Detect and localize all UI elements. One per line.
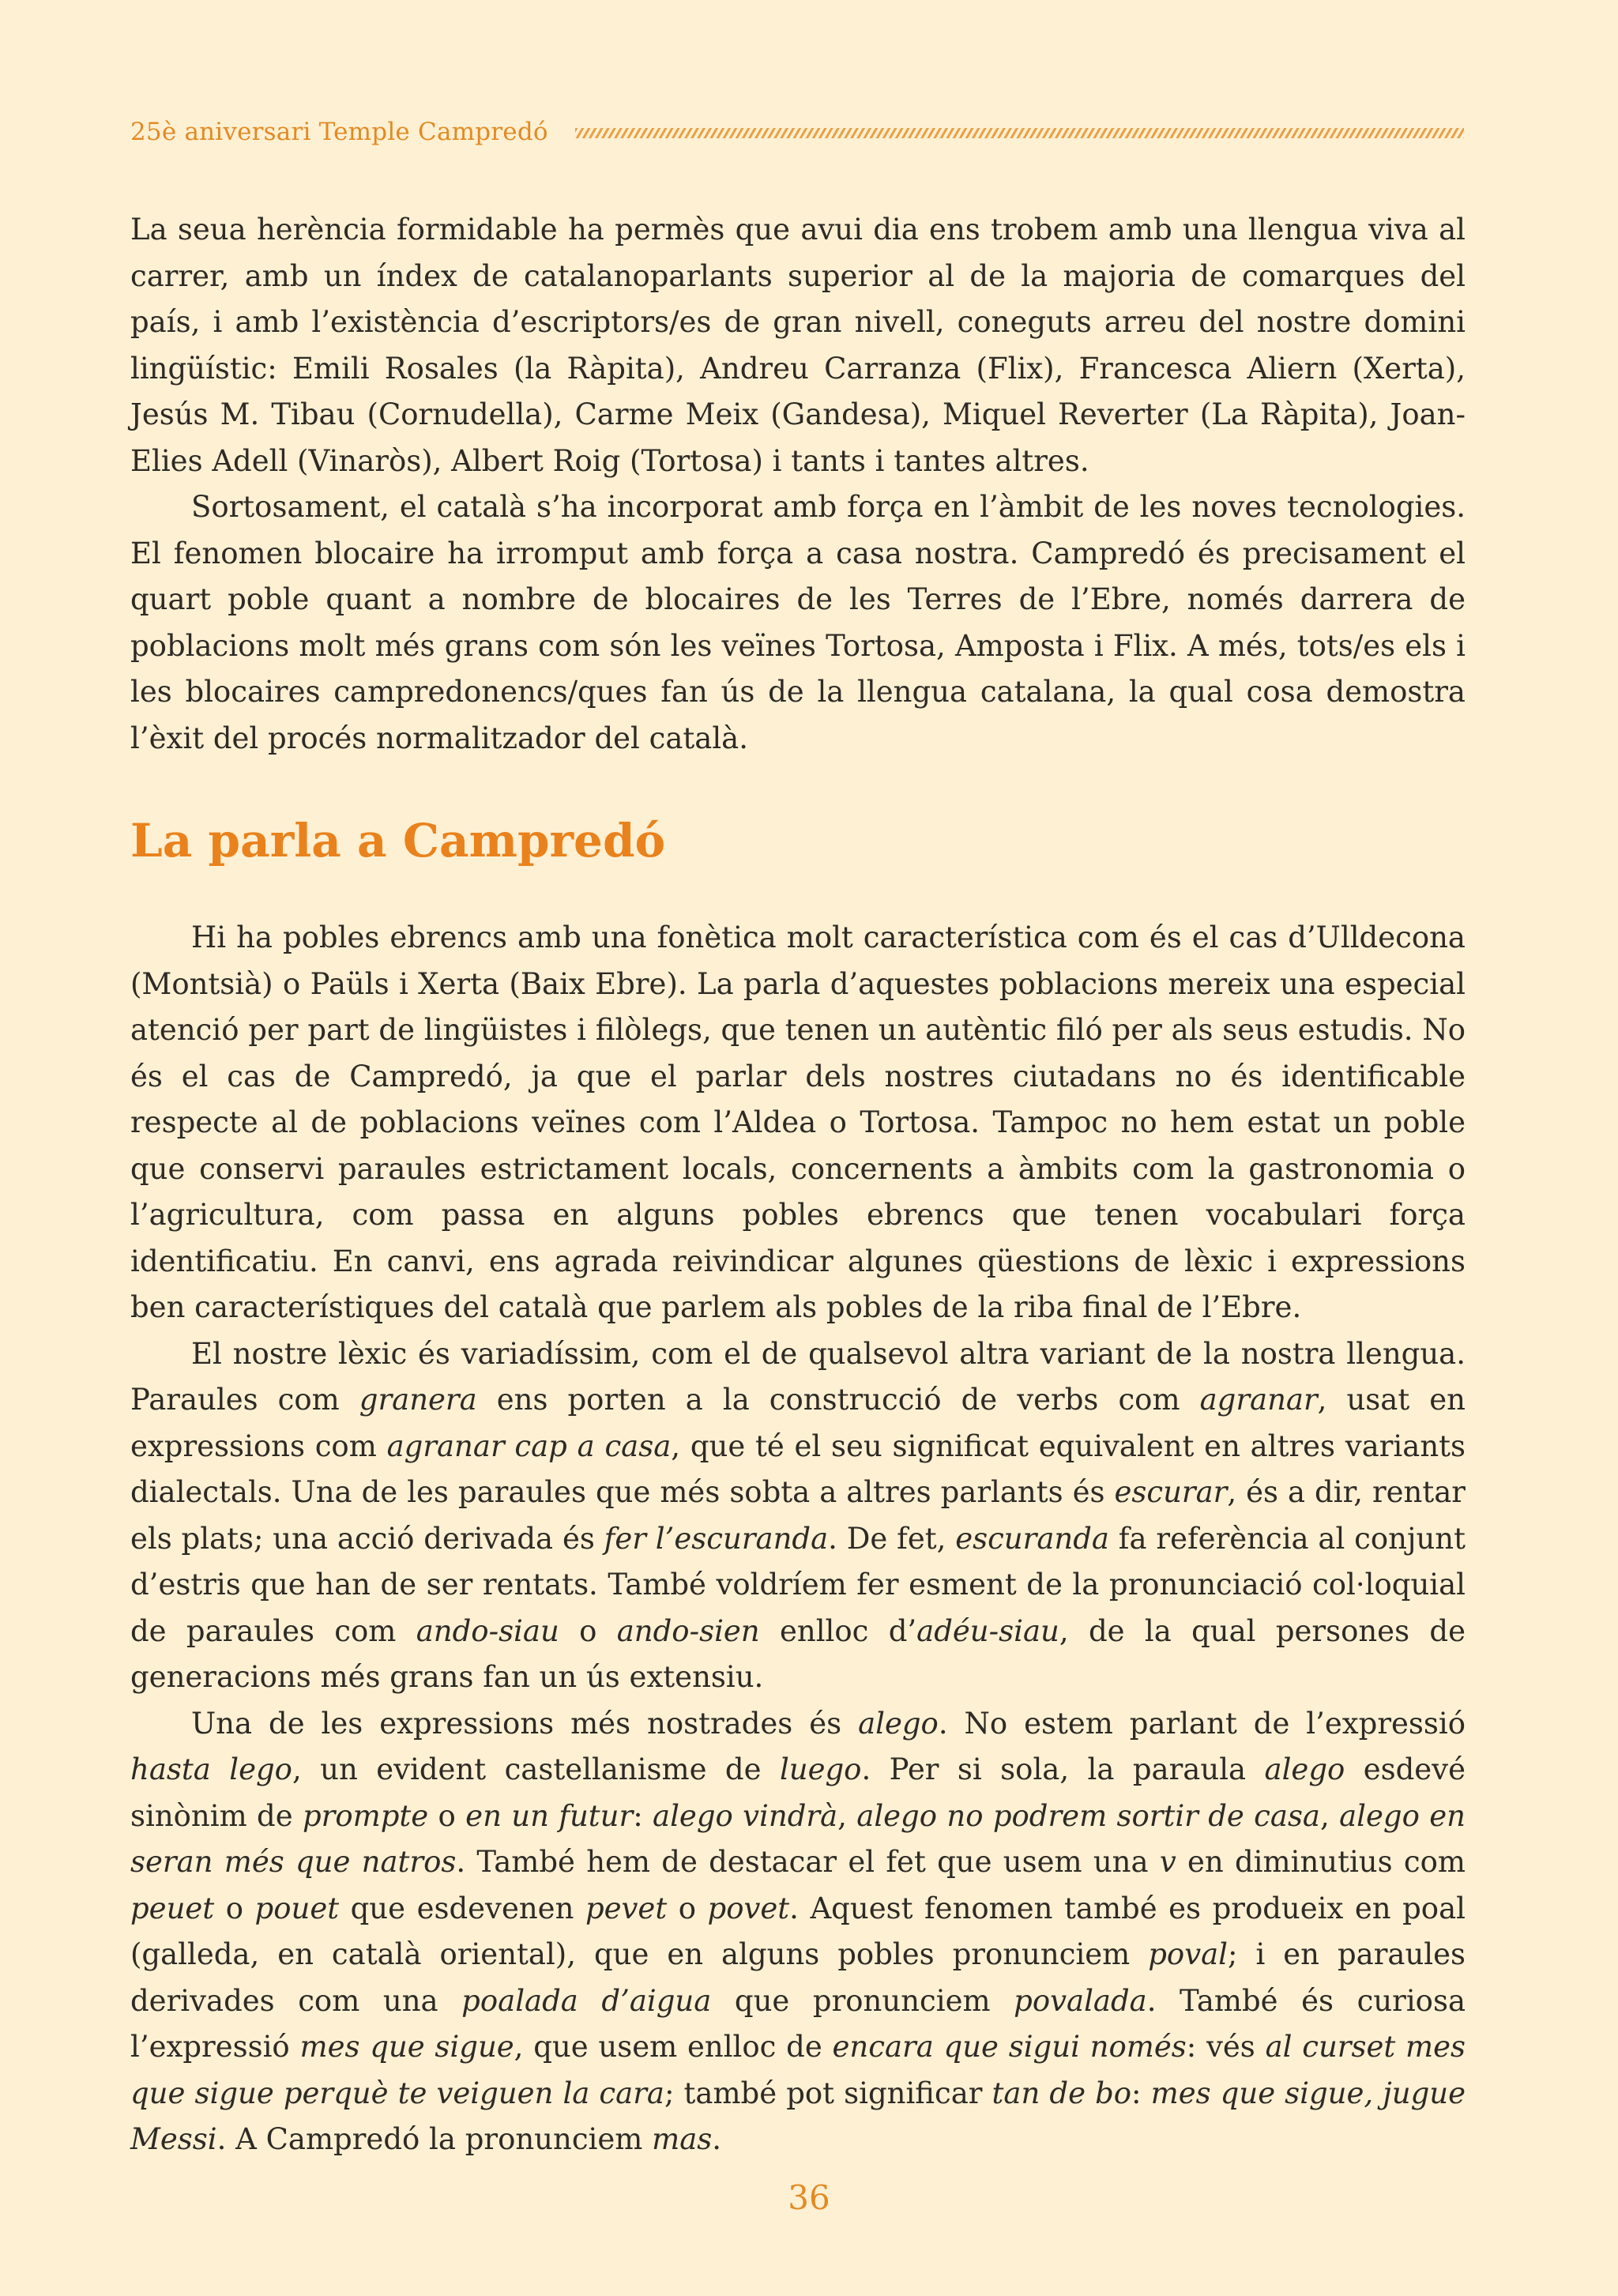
italic-term: al curset mes que sigue perquè te veiguen la cara <box>130 2030 1466 2110</box>
italic-term: mas <box>652 2122 713 2156</box>
page-number: 36 <box>788 2178 830 2217</box>
italic-term: povalada <box>1014 1983 1147 2018</box>
italic-term: escuranda <box>955 1521 1109 1556</box>
text-run: El nostre lèxic és variadíssim, com el de qualsevol altra variant de la nostra llengua. Paraules com <box>130 1336 1466 1417</box>
text-run: . També hem de destacar el fet que usem una <box>456 1845 1160 1879</box>
section-heading: La parla a Campredó <box>130 814 666 868</box>
intro-paragraph-1: La seua herència formidable ha permès que avui dia ens trobem amb una llengua viva al carrer, amb un índex de catalanoparlants superior al de la majoria de comarques del país, i amb l’existència d’escriptors/es de gran nivell, coneguts arreu del nostre domini lingüístic: Emili Rosales (la Ràpita), Andreu Carranza (Flix), Francesca Aliern (Xerta), Jesús M. Tibau (Cornudella), Carme Meix (Gandesa), Miquel Reverter (La Ràpita), Joan-Elies Adell (Vinaròs), Albert Roig (Tortosa) i tants i tantes altres. <box>130 213 1466 478</box>
text-run: : <box>633 1798 653 1833</box>
text-run: que pronunciem <box>711 1983 1014 2018</box>
text-run: o <box>559 1613 617 1648</box>
text-run: o <box>428 1798 466 1833</box>
text-run: o <box>214 1891 255 1925</box>
italic-term: en un futur <box>465 1798 634 1833</box>
italic-term: agranar cap a casa <box>386 1428 672 1463</box>
text-run: , de la qual persones de generacions més grans fan un ús extensiu. <box>130 1613 1466 1694</box>
text-run: enlloc d’ <box>759 1613 917 1648</box>
text-run: . També és curiosa l’expressió <box>130 1983 1466 2064</box>
text-run: ; també pot significar <box>664 2076 992 2110</box>
italic-term: agranar <box>1199 1383 1318 1417</box>
italic-term: prompte <box>302 1798 429 1833</box>
text-run: . <box>712 2122 722 2156</box>
text-run: , usat en expressions com <box>130 1383 1466 1463</box>
italic-term: poalada d’aigua <box>461 1983 712 2018</box>
text-run: . Aquest fenomen també es produeix en poal (galleda, en català oriental), que en alguns pobles pronunciem <box>130 1891 1466 1971</box>
italic-term: luego <box>779 1752 862 1786</box>
italic-term: mes que sigue <box>299 2030 514 2064</box>
text-run: o <box>667 1891 708 1925</box>
italic-term: v <box>1159 1845 1176 1879</box>
italic-term: pevet <box>585 1891 668 1925</box>
text-run: . No estem parlant de l’expressió <box>938 1706 1466 1741</box>
italic-term: mes que sigue, jugue Messi <box>130 2076 1466 2156</box>
italic-term: alego <box>1264 1752 1345 1786</box>
text-run: ens porten a la construcció de verbs com <box>476 1383 1200 1417</box>
text-run: , un evident castellanisme de <box>292 1752 780 1786</box>
text-run: . De fet, <box>828 1521 956 1556</box>
text-run: : vés <box>1186 2030 1266 2064</box>
text-run: que esdevenen <box>339 1891 585 1925</box>
italic-term: tan de bo <box>991 2076 1132 2110</box>
section-paragraph-1: Hi ha pobles ebrencs amb una fonètica molt característica com és el cas d’Ulldecona (Montsià) o Paüls i Xerta (Baix Ebre). La parla d’aquestes poblacions mereix una especial atenció per part de lingüistes i filòlegs, que tenen un autèntic filó per als seus estudis. No és el cas de Campredó, ja que el parlar dels nostres ciutadans no és identificable respecte al de poblacions veïnes com l’Aldea o Tortosa. Tampoc no hem estat un poble que conservi paraules estrictament locals, concernents a àmbits com la gastronomia o l’agricultura, com passa en alguns pobles ebrencs que tenen vocabulari força identificatiu. En canvi, ens agrada reivindicar algunes qüestions de lèxic i expressions ben característiques del català que parlem als pobles de la riba final de l’Ebre. <box>130 920 1466 1324</box>
italic-term: pouet <box>254 1891 340 1925</box>
text-run: : <box>1131 2076 1151 2110</box>
italic-term: ando-sien <box>616 1613 760 1648</box>
text-run: , <box>1320 1798 1340 1833</box>
italic-term: alego <box>858 1706 939 1741</box>
italic-term: poval <box>1148 1937 1228 1971</box>
text-run: esdevé sinònim de <box>130 1752 1466 1833</box>
text-run: en diminutius com <box>1176 1845 1466 1879</box>
text-run: . Per si sola, la paraula <box>861 1752 1265 1786</box>
italic-term: alego en seran més que natros <box>130 1798 1466 1879</box>
italic-term: granera <box>359 1383 477 1417</box>
italic-term: hasta lego <box>130 1752 292 1786</box>
italic-term: fer l’escuranda <box>604 1521 829 1556</box>
italic-term: peuet <box>130 1891 215 1925</box>
text-run: ; i en paraules derivades com una <box>130 1937 1466 2018</box>
italic-term: ando-siau <box>416 1613 559 1648</box>
section-paragraph-2 <box>130 1331 1466 1701</box>
text-run: . A Campredó la pronunciem <box>216 2122 653 2156</box>
running-header-title: 25è aniversari Temple Campredó <box>130 118 548 146</box>
italic-term: povet <box>707 1891 790 1925</box>
italic-term: alego vindrà <box>653 1798 838 1833</box>
header-hatched-rule <box>575 128 1464 138</box>
italic-term: encara que sigui només <box>832 2030 1187 2064</box>
text-run: Una de les expressions més nostrades és <box>191 1706 859 1741</box>
text-run: , que té el seu significat equivalent en altres variants dialectals. Una de les paraules que més sobta a altres parlants és <box>130 1428 1466 1509</box>
text-run: , és a dir, rentar els plats; una acció derivada és <box>130 1475 1466 1556</box>
text-run: , <box>837 1798 857 1833</box>
section-paragraph-3 <box>130 1701 1466 2163</box>
italic-term: escurar <box>1114 1475 1228 1509</box>
page-body <box>130 207 1466 2163</box>
intro-paragraph-2: Sortosament, el català s’ha incorporat amb força en l’àmbit de les noves tecnologies. El fenomen blocaire ha irromput amb força a casa nostra. Campredó és precisament el quart poble quant a nombre de blocaires de les Terres de l’Ebre, només darrera de poblacions molt més grans com són les veïnes Tortosa, Amposta i Flix. A més, tots/es els i les blocaires campredonencs/ques fan ús de la llengua catalana, la qual cosa demostra l’èxit del procés normalitzador del català. <box>130 490 1466 755</box>
running-header <box>130 115 1464 149</box>
text-run: , que usem enlloc de <box>514 2030 833 2064</box>
text-run: fa referència al conjunt d’estris que han de ser rentats. També voldríem fer esment de la pronunciació col·loquial de paraules com <box>130 1521 1466 1648</box>
italic-term: alego no podrem sortir de casa <box>856 1798 1320 1833</box>
italic-term: adéu-siau <box>916 1613 1059 1648</box>
